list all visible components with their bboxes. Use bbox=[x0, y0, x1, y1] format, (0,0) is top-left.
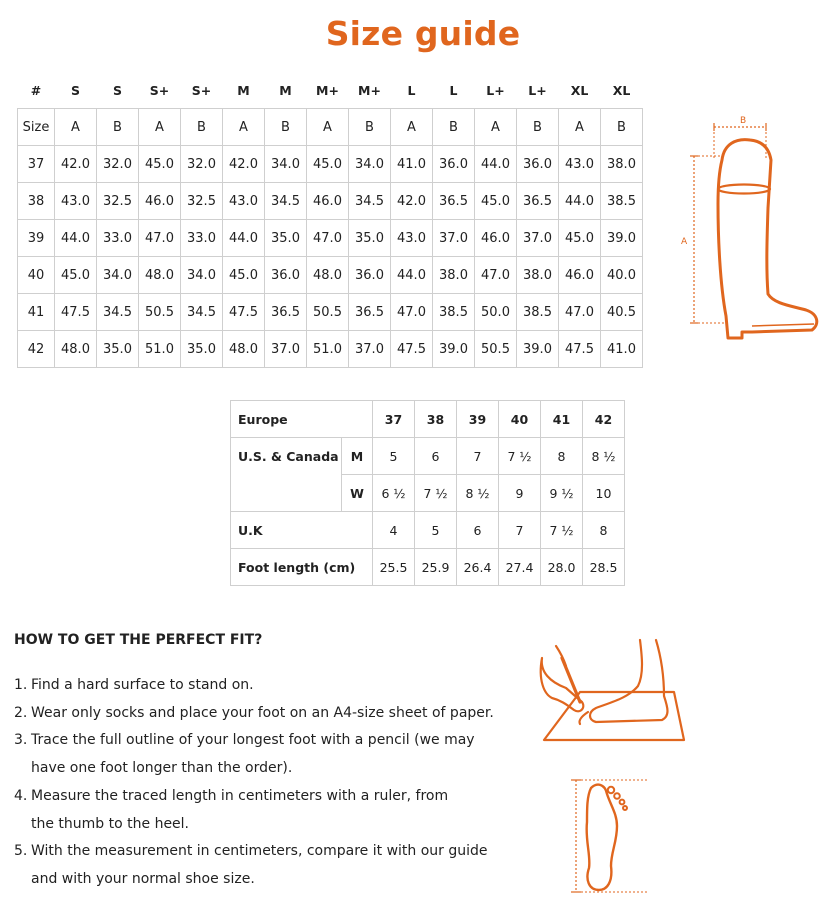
boot-diagram bbox=[676, 108, 821, 348]
eu-size: 38 bbox=[415, 401, 457, 438]
row-label-cell: 39 bbox=[18, 220, 55, 257]
table-cell: B bbox=[349, 109, 391, 146]
eu-size: 42 bbox=[583, 401, 625, 438]
table-cell: 51.0 bbox=[139, 331, 181, 368]
table-row bbox=[18, 220, 643, 257]
us-w-label: W bbox=[342, 475, 373, 512]
table-cell: L bbox=[407, 82, 416, 98]
table-cell: A bbox=[475, 109, 517, 146]
table-cell: 44.0 bbox=[391, 257, 433, 294]
table-cell: 34.5 bbox=[97, 294, 139, 331]
table-cell: 38.5 bbox=[517, 294, 559, 331]
table-cell: 44.0 bbox=[559, 183, 601, 220]
table-cell: 50.5 bbox=[139, 294, 181, 331]
table-cell: 38.5 bbox=[601, 183, 643, 220]
table-cell: 46.0 bbox=[559, 257, 601, 294]
table-cell: 44.0 bbox=[223, 220, 265, 257]
table-cell: 46.0 bbox=[307, 183, 349, 220]
row-label-cell: 37 bbox=[18, 146, 55, 183]
boot-label-a: A bbox=[681, 237, 688, 247]
europe-label: Europe bbox=[231, 401, 373, 438]
table-cell: A bbox=[391, 109, 433, 146]
table-cell: S bbox=[70, 82, 80, 98]
table-cell: M bbox=[237, 82, 250, 98]
table-cell: 38.0 bbox=[433, 257, 475, 294]
foot-length: 26.4 bbox=[457, 549, 499, 586]
us-w-size: 9 ½ bbox=[541, 475, 583, 512]
step-number: 1. bbox=[14, 677, 28, 693]
table-cell: 45.0 bbox=[475, 183, 517, 220]
table-cell: L+ bbox=[486, 82, 505, 98]
table-cell: 45.0 bbox=[307, 146, 349, 183]
table-cell: 47.0 bbox=[139, 220, 181, 257]
table-cell: 34.5 bbox=[265, 183, 307, 220]
table-cell: 37.0 bbox=[517, 220, 559, 257]
row-label-cell: 40 bbox=[18, 257, 55, 294]
us-m-size: 7 ½ bbox=[499, 438, 541, 475]
table-cell: 36.0 bbox=[349, 257, 391, 294]
eu-size: 37 bbox=[373, 401, 415, 438]
us-m-size: 5 bbox=[373, 438, 415, 475]
us-w-size: 7 ½ bbox=[415, 475, 457, 512]
us-w-size: 8 ½ bbox=[457, 475, 499, 512]
table-cell: 47.5 bbox=[559, 331, 601, 368]
us-m-size: 7 bbox=[457, 438, 499, 475]
list-item bbox=[14, 838, 534, 893]
us-m-label: M bbox=[342, 438, 373, 475]
table-cell: 34.5 bbox=[349, 183, 391, 220]
eu-size: 39 bbox=[457, 401, 499, 438]
table-cell: B bbox=[517, 109, 559, 146]
table-cell: 37.0 bbox=[265, 331, 307, 368]
table-cell: B bbox=[433, 109, 475, 146]
table-cell: 45.0 bbox=[139, 146, 181, 183]
table-cell: 47.0 bbox=[559, 294, 601, 331]
table-cell: 42.0 bbox=[223, 146, 265, 183]
table-cell: 34.5 bbox=[181, 294, 223, 331]
table-cell: 38.0 bbox=[601, 146, 643, 183]
table-cell: 36.5 bbox=[517, 183, 559, 220]
table-cell: 43.0 bbox=[559, 146, 601, 183]
table-cell: 32.5 bbox=[97, 183, 139, 220]
eu-size: 41 bbox=[541, 401, 583, 438]
table-cell: 34.0 bbox=[265, 146, 307, 183]
uk-size: 8 bbox=[583, 512, 625, 549]
table-row bbox=[18, 294, 643, 331]
table-cell: 39.0 bbox=[433, 331, 475, 368]
row-label-cell: Size bbox=[18, 109, 55, 146]
table-cell: S+ bbox=[191, 82, 212, 98]
table-cell: 43.0 bbox=[391, 220, 433, 257]
foot-length-label: Foot length (cm) bbox=[231, 549, 373, 586]
table-cell: 41.0 bbox=[391, 146, 433, 183]
step-text: Wear only socks and place your foot on an A4-size sheet of paper. bbox=[31, 704, 494, 721]
table-row bbox=[18, 183, 643, 220]
table-cell: 47.0 bbox=[475, 257, 517, 294]
list-item bbox=[14, 727, 534, 782]
table-cell: 45.0 bbox=[55, 257, 97, 294]
table-cell: XL bbox=[612, 82, 631, 98]
us-m-size: 8 bbox=[541, 438, 583, 475]
table-cell: 33.0 bbox=[181, 220, 223, 257]
table-cell: 34.0 bbox=[97, 257, 139, 294]
us-m-size: 8 ½ bbox=[583, 438, 625, 475]
step-text: Measure the traced length in centimeters with a ruler, from the thumb to the heel. bbox=[31, 787, 449, 832]
table-cell: 38.0 bbox=[517, 257, 559, 294]
table-cell: A bbox=[559, 109, 601, 146]
table-cell: 32.0 bbox=[181, 146, 223, 183]
table-cell: 45.0 bbox=[223, 257, 265, 294]
table-cell: 48.0 bbox=[307, 257, 349, 294]
foot-length: 28.0 bbox=[541, 549, 583, 586]
us-m-size: 6 bbox=[415, 438, 457, 475]
table-cell: 45.0 bbox=[559, 220, 601, 257]
table-cell: B bbox=[601, 109, 643, 146]
table-cell: 35.0 bbox=[181, 331, 223, 368]
uk-size: 6 bbox=[457, 512, 499, 549]
table-row bbox=[18, 331, 643, 368]
step-number: 3. bbox=[14, 732, 28, 749]
table-cell: L bbox=[449, 82, 458, 98]
table-cell: 50.5 bbox=[307, 294, 349, 331]
row-label-cell: 41 bbox=[18, 294, 55, 331]
uk-size: 7 bbox=[499, 512, 541, 549]
step-text: Trace the full outline of your longest foot with a pencil (we may have one foot longer than the order). bbox=[31, 732, 475, 777]
table-cell: 36.0 bbox=[265, 257, 307, 294]
uk-size: 7 ½ bbox=[541, 512, 583, 549]
step-number: 2. bbox=[14, 704, 28, 721]
table-cell: 47.0 bbox=[307, 220, 349, 257]
table-cell: A bbox=[307, 109, 349, 146]
table-cell: 44.0 bbox=[475, 146, 517, 183]
step-number: 5. bbox=[14, 843, 28, 860]
table-cell: 35.0 bbox=[97, 331, 139, 368]
table-cell: 39.0 bbox=[601, 220, 643, 257]
eu-size: 40 bbox=[499, 401, 541, 438]
table-cell: S bbox=[112, 82, 122, 98]
fit-heading: HOW TO GET THE PERFECT FIT? bbox=[14, 632, 263, 648]
us-canada-blank bbox=[231, 475, 342, 512]
table-cell: 32.0 bbox=[97, 146, 139, 183]
table-cell: 47.5 bbox=[55, 294, 97, 331]
table-cell: 36.5 bbox=[433, 183, 475, 220]
table-cell: 34.0 bbox=[181, 257, 223, 294]
table-cell: 47.5 bbox=[223, 294, 265, 331]
table-cell: 41.0 bbox=[601, 331, 643, 368]
step-text: With the measurement in centimeters, compare it with our guide and with your normal shoe size. bbox=[31, 843, 488, 887]
table-cell: 32.5 bbox=[181, 183, 223, 220]
table-cell: 44.0 bbox=[55, 220, 97, 257]
us-w-size: 10 bbox=[583, 475, 625, 512]
table-cell: 46.0 bbox=[139, 183, 181, 220]
foot-measure-illustration bbox=[567, 774, 652, 900]
list-item bbox=[14, 700, 534, 728]
step-number: 4. bbox=[14, 787, 28, 804]
table-cell: B bbox=[265, 109, 307, 146]
row-label-cell: 42 bbox=[18, 331, 55, 368]
table-cell: 50.0 bbox=[475, 294, 517, 331]
list-item bbox=[14, 783, 534, 838]
us-w-size: 9 bbox=[499, 475, 541, 512]
table-cell: B bbox=[181, 109, 223, 146]
uk-size: 4 bbox=[373, 512, 415, 549]
table-cell: 48.0 bbox=[139, 257, 181, 294]
table-cell: 34.0 bbox=[349, 146, 391, 183]
table-cell: M bbox=[279, 82, 292, 98]
us-w-size: 6 ½ bbox=[373, 475, 415, 512]
table-cell: 38.5 bbox=[433, 294, 475, 331]
table-cell: 35.0 bbox=[265, 220, 307, 257]
table-cell: 36.0 bbox=[433, 146, 475, 183]
foot-length: 27.4 bbox=[499, 549, 541, 586]
table-cell: 50.5 bbox=[475, 331, 517, 368]
step-text: Find a hard surface to stand on. bbox=[31, 677, 254, 693]
size-conversion-table bbox=[230, 400, 625, 586]
foot-length: 25.5 bbox=[373, 549, 415, 586]
table-cell: M+ bbox=[358, 82, 381, 98]
list-item bbox=[14, 672, 534, 700]
row-label-cell: # bbox=[30, 82, 42, 98]
table-cell: 36.5 bbox=[349, 294, 391, 331]
table-cell: 48.0 bbox=[223, 331, 265, 368]
table-cell: 42.0 bbox=[391, 183, 433, 220]
table-cell: 42.0 bbox=[55, 146, 97, 183]
table-cell: 36.5 bbox=[265, 294, 307, 331]
fit-steps-list bbox=[14, 672, 534, 894]
table-cell: 39.0 bbox=[517, 331, 559, 368]
table-cell: A bbox=[139, 109, 181, 146]
table-cell: 47.5 bbox=[391, 331, 433, 368]
table-cell: 51.0 bbox=[307, 331, 349, 368]
foot-tracing-illustration bbox=[536, 636, 691, 748]
table-cell: L+ bbox=[528, 82, 547, 98]
table-cell: 46.0 bbox=[475, 220, 517, 257]
boot-size-table bbox=[17, 72, 643, 368]
table-cell: 33.0 bbox=[97, 220, 139, 257]
table-cell: 48.0 bbox=[55, 331, 97, 368]
page-title: Size guide bbox=[325, 14, 521, 53]
uk-size: 5 bbox=[415, 512, 457, 549]
uk-label: U.K bbox=[231, 512, 373, 549]
table-cell: 35.0 bbox=[349, 220, 391, 257]
table-cell: B bbox=[97, 109, 139, 146]
table-cell: 43.0 bbox=[55, 183, 97, 220]
table-row bbox=[18, 257, 643, 294]
table-cell: A bbox=[223, 109, 265, 146]
table-cell: M+ bbox=[316, 82, 339, 98]
size-header-row bbox=[18, 72, 643, 109]
foot-length: 28.5 bbox=[583, 549, 625, 586]
table-cell: 37.0 bbox=[433, 220, 475, 257]
us-canada-label: U.S. & Canada bbox=[231, 438, 342, 475]
table-cell: XL bbox=[570, 82, 589, 98]
table-row bbox=[18, 146, 643, 183]
table-cell: 47.0 bbox=[391, 294, 433, 331]
table-cell: 40.0 bbox=[601, 257, 643, 294]
table-cell: 43.0 bbox=[223, 183, 265, 220]
measure-header-row bbox=[18, 109, 643, 146]
table-cell: 36.0 bbox=[517, 146, 559, 183]
table-cell: A bbox=[55, 109, 97, 146]
boot-label-b: B bbox=[740, 116, 747, 126]
table-cell: S+ bbox=[149, 82, 170, 98]
foot-length: 25.9 bbox=[415, 549, 457, 586]
table-cell: 37.0 bbox=[349, 331, 391, 368]
table-cell: 40.5 bbox=[601, 294, 643, 331]
row-label-cell: 38 bbox=[18, 183, 55, 220]
